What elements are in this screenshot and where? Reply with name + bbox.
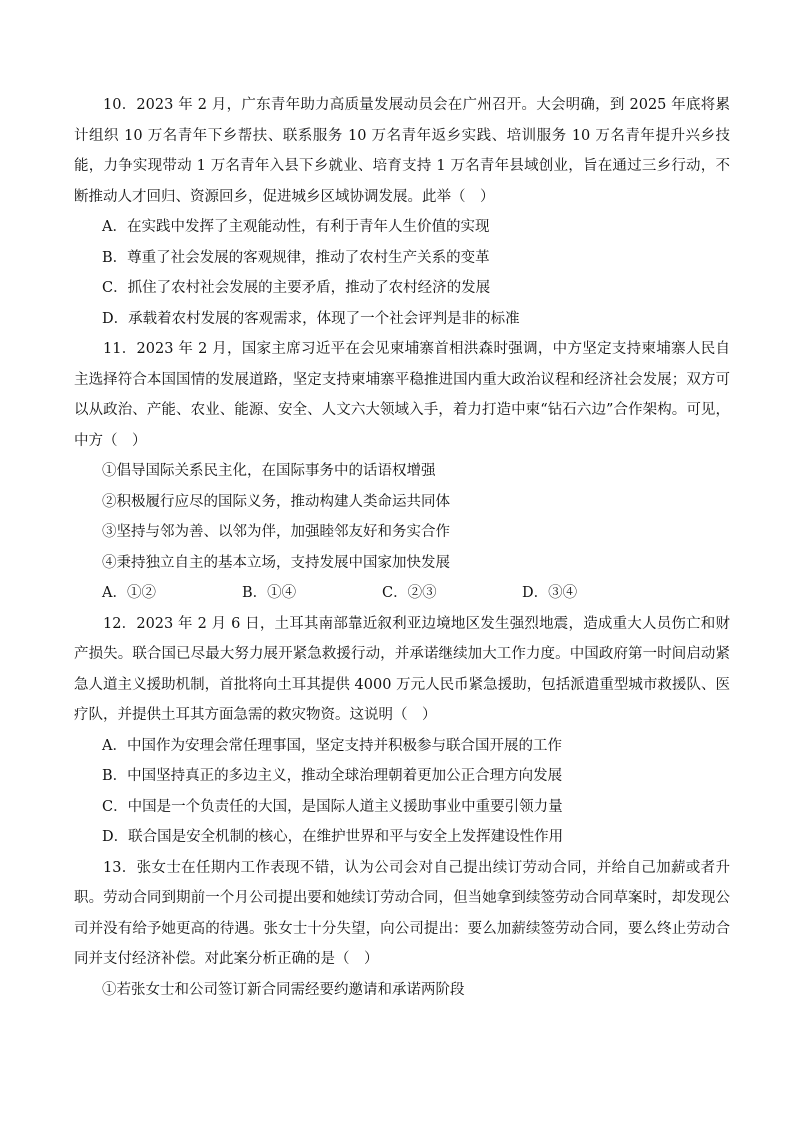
choice-a: A．①② — [102, 585, 156, 601]
option-b: B．尊重了社会发展的客观规律，推动了农村生产关系的变革 — [102, 249, 490, 266]
option-a: A．中国作为安理会常任理事国，坚定支持并积极参与联合国开展的工作 — [102, 737, 562, 754]
question-stem: 10．2023 年 2 月，广东青年助力高质量发展动员会在广州召开。大会明确，到 2025 年底将累计组织 10 万名青年下乡帮扶、联系服务 10 万名青年返乡实践、培训服务 10 万名青年提升兴乡技能，力争实现带动 1 万名青年入县下乡就业、培育支持 1 万名青年县域创业，旨在通过三乡行动，不断推动人才回归、资源回乡，促进城乡区域协调发展。此举（ ） — [74, 97, 730, 205]
choice-row — [74, 578, 730, 609]
question-11 — [74, 334, 730, 609]
option-d: D．联合国是安全机制的核心，在维护世界和平与安全上发挥建设性作用 — [102, 829, 564, 845]
statement-1: ①若张女士和公司签订新合同需经要约邀请和承诺两阶段 — [102, 981, 465, 998]
statement-3: ③坚持与邻为善、以邻为伴，加强睦邻友好和务实合作 — [102, 524, 450, 540]
choice-c: C．②③ — [382, 585, 437, 601]
option-c: C．抓住了农村社会发展的主要矛盾，推动了农村经济的发展 — [102, 280, 491, 296]
choice-b: B．①④ — [242, 585, 297, 601]
statement-1: ①倡导国际关系民主化，在国际事务中的话语权增强 — [102, 463, 436, 479]
choice-d: D．③④ — [522, 585, 578, 601]
option-d: D．承载着农村发展的客观需求，体现了一个社会评判是非的标准 — [102, 310, 520, 327]
option-a: A．在实践中发挥了主观能动性，有利于青年人生价值的实现 — [102, 219, 490, 235]
question-13 — [74, 853, 730, 1006]
question-stem: 12．2023 年 2 月 6 日，土耳其南部靠近叙利亚边境地区发生强烈地震，造成重大人员伤亡和财产损失。联合国已尽最大努力展开紧急救援行动，并承诺继续加大工作力度。中国政府第一时间启动紧急人道主义援助机制，首批将向土耳其提供 4000 万元人民币紧急援助，包括派遣重型城市救援队、医疗队，并提供土耳其方面急需的救灾物资。这说明（ ） — [74, 615, 730, 723]
question-12 — [74, 609, 730, 853]
exam-page — [74, 90, 730, 1005]
statement-4: ④秉持独立自主的基本立场，支持发展中国家加快发展 — [102, 554, 450, 571]
question-stem: 11．2023 年 2 月，国家主席习近平在会见柬埔寨首相洪森时强调，中方坚定支持柬埔寨人民自主选择符合本国国情的发展道路，坚定支持柬埔寨平稳推进国内重大政治议程和经济社会发展；双方可以从政治、产能、农业、能源、安全、人文六大领域入手，着力打造中柬“钻石六边”合作架构。可见，中方（ ） — [74, 341, 730, 449]
question-stem: 13．张女士在任期内工作表现不错，认为公司会对自己提出续订劳动合同，并给自己加薪或者升职。劳动合同到期前一个月公司提出要和她续订劳动合同，但当她拿到续签劳动合同草案时，却发现公司并没有给予她更高的待遇。张女士十分失望，向公司提出：要么加薪续签劳动合同，要么终止劳动合同并支付经济补偿。对此案分析正确的是（ ） — [74, 859, 730, 967]
statement-2: ②积极履行应尽的国际义务，推动构建人类命运共同体 — [102, 493, 450, 510]
option-b: B．中国坚持真正的多边主义，推动全球治理朝着更加公正合理方向发展 — [102, 768, 563, 784]
option-c: C．中国是一个负责任的大国，是国际人道主义援助事业中重要引领力量 — [102, 798, 563, 815]
question-10 — [74, 90, 730, 334]
